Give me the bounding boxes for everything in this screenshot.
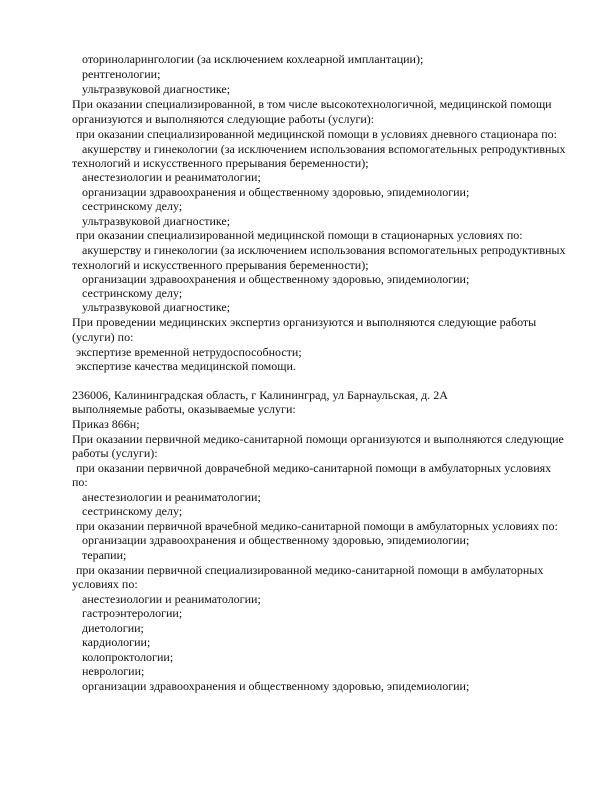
text-line: При проведении медицинских экспертиз организуются и выполняются следующие работы [72, 315, 537, 329]
text-line: При оказании первичной медико-санитарной помощи организуются и выполняются следующие [72, 432, 564, 446]
text-line: сестринскому делу; [82, 504, 183, 518]
text-line: организации здравоохранения и общественному здоровью, эпидемиологии; [82, 185, 470, 199]
text-line: При оказании специализированной, в том числе высокотехнологичной, медицинской помощи [72, 97, 552, 111]
text-line: оториноларингологии (за исключением кохлеарной имплантации); [82, 52, 424, 66]
text-line: Приказ 866н; [72, 417, 140, 431]
text-line: колопроктологии; [82, 650, 174, 664]
text-line: технологий и искусственного прерывания беременности); [72, 258, 369, 272]
text-line: ультразвуковой диагностике; [82, 82, 231, 96]
text-line: гастроэнтерологии; [82, 606, 183, 620]
text-line: выполняемые работы, оказываемые услуги: [72, 402, 296, 416]
text-line: условиях по: [72, 577, 138, 591]
text-line: диетологии; [82, 621, 144, 635]
text-line: организации здравоохранения и общественному здоровью, эпидемиологии; [82, 679, 470, 693]
text-line: экспертизе качества медицинской помощи. [76, 359, 296, 373]
text-line: анестезиологии и реаниматологии; [82, 490, 261, 504]
text-line: технологий и искусственного прерывания беременности); [72, 156, 369, 170]
text-line: при оказании первичной специализированной медико-санитарной помощи в амбулаторных [76, 563, 544, 577]
text-line: неврологии; [82, 664, 145, 678]
text-line: сестринскому делу; [82, 286, 183, 300]
text-line: (услуги) по: [72, 330, 134, 344]
text-line: по: [72, 475, 88, 489]
text-line: организуются и выполняются следующие работы (услуги): [72, 112, 375, 126]
text-line: терапии; [82, 548, 127, 562]
address-line: 236006, Калининградская область, г Калининград, ул Барнаульская, д. 2А [72, 388, 448, 402]
text-line: работы (услуги): [72, 446, 158, 460]
text-line: при оказании специализированной медицинской помощи в стационарных условиях по: [76, 228, 523, 242]
text-line: кардиологии; [82, 635, 151, 649]
text-line: анестезиологии и реаниматологии; [82, 170, 261, 184]
text-line: при оказании первичной врачебной медико-санитарной помощи в амбулаторных условиях по: [76, 519, 558, 533]
text-line: акушерству и гинекологии (за исключением использования вспомогательных репродуктивных [82, 243, 566, 257]
text-line: сестринскому делу; [82, 199, 183, 213]
text-line: организации здравоохранения и общественному здоровью, эпидемиологии; [82, 272, 470, 286]
text-line: организации здравоохранения и общественному здоровью, эпидемиологии; [82, 533, 470, 547]
text-line: ультразвуковой диагностике; [82, 300, 231, 314]
text-line: анестезиологии и реаниматологии; [82, 592, 261, 606]
text-line: экспертизе временной нетрудоспособности; [76, 345, 302, 359]
text-line: акушерству и гинекологии (за исключением использования вспомогательных репродуктивных [82, 142, 566, 156]
text-line: при оказании первичной доврачебной медико-санитарной помощи в амбулаторных условиях [76, 461, 552, 475]
text-line: рентгенологии; [82, 67, 161, 81]
text-line: при оказании специализированной медицинской помощи в условиях дневного стационара по: [76, 127, 558, 141]
text-line: ультразвуковой диагностике; [82, 214, 231, 228]
